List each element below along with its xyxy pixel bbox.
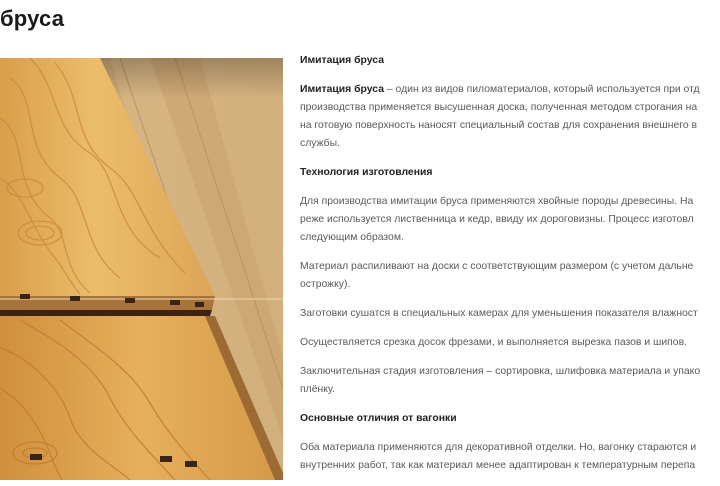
step-3-paragraph [300,334,720,352]
differences-line: внутренних работ, так как материал менее адаптирован к температурным перепа [300,460,696,471]
article [300,52,720,486]
step-4-paragraph [300,363,720,399]
step-4-line: плёнку. [300,384,335,395]
wooden-boards-photo [0,58,283,480]
step-1-line: острожку). [300,279,351,290]
step-3-line: Осуществляется срезка досок фрезами, и выполняется вырезка пазов и шипов. [300,337,687,348]
intro-bold-term: Имитация бруса [300,84,384,95]
technology-paragraph [300,193,720,247]
intro-line: службы. [300,138,340,149]
technology-line: следующим образом. [300,232,404,243]
intro-line: на готовую поверхность наносят специальный состав для сохранения внешнего в [300,120,698,131]
intro-line: производства применяется высушенная доска, полученная методом строгания на [300,102,698,113]
intro-line: – один из видов пиломатериалов, который используется при отд [383,84,700,95]
step-1-paragraph [300,258,720,294]
step-1-line: Материал распиливают на доски с соответствующим размером (с учетом дальне [300,261,694,272]
technology-line: реже используется лиственница и кедр, ввиду их дороговизны. Процесс изготовл [300,214,694,225]
technology-line: Для производства имитации бруса применяются хвойные породы древесины. На [300,196,694,207]
heading-intro: Имитация бруса [300,55,384,66]
differences-line: Оба материала применяются для декоративной отделки. Но, вагонку стараются и [300,442,697,453]
heading-technology: Технология изготовления [300,167,433,178]
step-2-paragraph [300,305,720,323]
differences-paragraph [300,439,720,475]
page-title: бруса [0,6,65,31]
heading-differences: Основные отличия от вагонки [300,413,457,424]
step-2-line: Заготовки сушатся в специальных камерах для уменьшения показателя влажност [300,308,698,319]
step-4-line: Заключительная стадия изготовления – сортировка, шлифовка материала и упако [300,366,701,377]
intro-paragraph [300,81,720,153]
